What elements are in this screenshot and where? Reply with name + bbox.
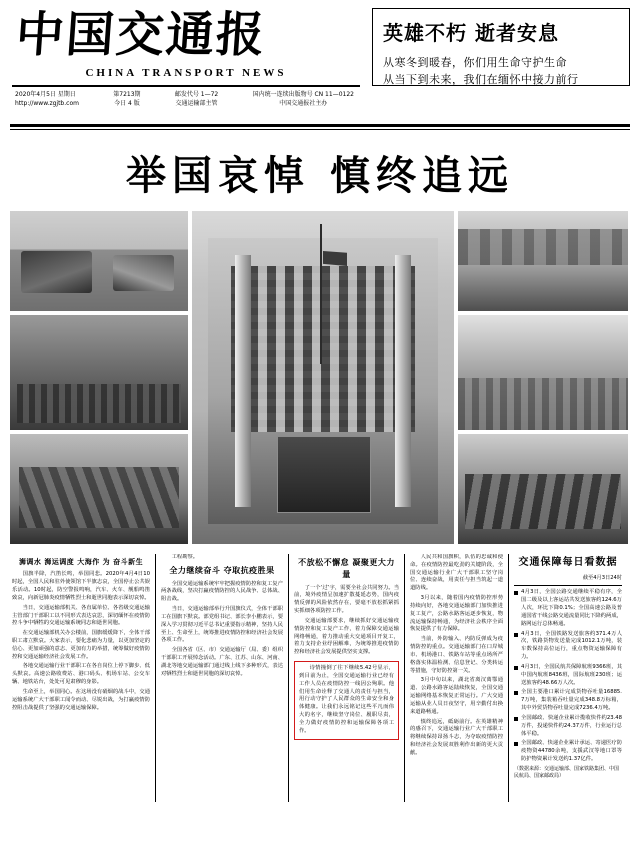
column-2-para-1: 全国交通运输系统牢牢把握疫情防控和复工复产两条战线，坚决打赢疫情防控的人民战争、总体战、阻击战。: [161, 580, 283, 603]
masthead-date-block: [13, 90, 84, 108]
slogan-sub-line-1: 从寒冬到暖春，你们用生命守护生命: [383, 56, 567, 69]
column-3-subhead: 不放松不懈怠 凝聚更大力量: [298, 557, 395, 579]
column-2-para-2: 当日，交通运输部举行升国旗仪式，全体干部职工在国旗下默哀。部党组书记、部长李小鹏表示，要深入学习贯彻习近平总书记重要指示精神，坚持人民至上、生命至上，统筹推进疫情防控和经济社会发展各项工作。: [161, 606, 283, 644]
photo-railway-staff: [10, 315, 188, 430]
bullet-square-icon: [514, 633, 518, 637]
masthead-publisher: 中国交通报社主办: [279, 100, 328, 108]
column-1-para-5: 生命至上，举国同心。在这场没有硝烟的战斗中，交通运输系统广大干部职工闻令而动、尽锐出战，为打赢疫情防控阻击战提供了坚强的交通运输保障。: [12, 688, 150, 711]
highlight-box-text: 诗情撞倒了往下继续5.42号显示，到目前为止，全国交通运输行业已经有工作人员在疫情防控一线因公殉职。他们用生命诠释了交通人的责任与担当，用行动守护了人民群众的生命安全和身体健康。让我们永远铭记这些平凡而伟大的名字，继续坚守岗位、履职尽责，全力做好疫情防控和运输保障各项工作。: [299, 665, 394, 734]
article-body: [10, 554, 630, 802]
daily-data-separator: [514, 585, 622, 586]
article-column-1: [10, 554, 155, 802]
article-column-4: [405, 554, 508, 802]
column-2-para-3: 全国各省（区、市）交通运输厅（局、委）组织干部职工开展悼念活动。广东、江苏、山东、河南、湖北等地交通运输部门通过线上线下多种形式，表达对牺牲烈士和逝世同胞的深切哀悼。: [161, 647, 283, 677]
daily-data-item: [514, 664, 622, 687]
masthead-issue-block: [108, 90, 145, 108]
column-1-para-2: 当日，交通运输部机关、各直属单位、各省级交通运输主管部门干部职工以不同形式表达哀思，深切缅怀在疫情防控斗争中牺牲的交通运输系统同志和逝世同胞。: [12, 604, 150, 627]
column-4-para-1: 人民共和国旗帜，队伍的忠诚和使命。在疫情防控最吃劲的关键阶段，全国交通运输行业广大干部职工坚守岗位、连续奋战，用责任与担当筑起一道道防线。: [410, 554, 503, 592]
slogan-sub-line-2: 从当下到未来，我们在缅怀中接力前行: [383, 73, 579, 87]
masthead: [10, 0, 630, 122]
column-3-para-2: 交通运输部要求，继续抓好交通运输疫情防控和复工复产工作，着力保障交通运输网络畅通，着力推动重大交通项目开复工，着力支持企业纾困解难，为统筹推进疫情防控和经济社会发展提供坚实支撑。: [294, 617, 399, 656]
photo-police-line: [458, 434, 628, 544]
article-column-2: [156, 554, 288, 802]
masthead-left: [10, 8, 362, 108]
masthead-cn-number: 国内统一连续出版物号 CN 11—0122: [252, 91, 354, 99]
daily-data-item-text: 4月3日，全国公路交通继续平稳有序，全国二级及以上客运站共发送旅客约124.6万人次，环比下降0.1%；全国高速公路及普通国省干线公路交通流量同比下降约两成，路网运行总体畅通。: [521, 589, 622, 627]
masthead-sponsor: 交通运输部主管: [175, 100, 218, 108]
page-headline: 举国哀悼 慎终追远: [126, 152, 514, 199]
column-4-para-5: 慎终追远，砥砺前行。在英雄精神的感召下，交通运输行业广大干部职工将继续保持昂扬斗志，为夺取疫情防控和经济社会发展双胜利作出新的更大贡献。: [410, 718, 503, 756]
daily-data-item: [514, 740, 622, 763]
column-1-para-1: 国旗半降，汽笛长鸣，举国同悲。2020年4月4日10时起，全国人民和驻外使领馆下半旗志哀，全国停止公共娱乐活动。10时起，防空警报鸣响，汽车、火车、舰船鸣笛致哀，向新冠肺炎疫情牺牲烈士和逝世同胞表示深切哀悼。: [12, 571, 150, 601]
column-4-para-2: 3月以来，随着国内疫情防控形势持续向好，各地交通运输部门加快推进复工复产，公路水路客运逐步恢复，物流运输保持畅通，为经济社会秩序全面恢复提供了有力保障。: [410, 595, 503, 633]
building-windows: [231, 266, 415, 432]
daily-data-item-text: 全国邮政、快递企业累计揽收快件约23.48万件，投递快件约24.37万件，行业运行总体平稳。: [521, 714, 622, 737]
masthead-postal-block: [170, 90, 223, 108]
column-4-para-4: 3月中旬以来，湖北省离汉离鄂通道、公路水路客运陆续恢复，全国交通运输网络基本恢复正常运行。广大交通运输从业人员日夜坚守，用辛勤付出换来道路畅通。: [410, 677, 503, 715]
photo-highway-rescue: [10, 211, 188, 311]
daily-data-item-text: 4月3日，全国铁路发送旅客约371.4万人次，铁路货物发送量完成1012.1万吨，装车数保持高位运行，重点物资运输保障有力。: [521, 630, 622, 661]
daily-data-column: [509, 554, 624, 802]
column-1-para-4: 各地交通运输行业干部职工在各自岗位上停下脚步、低头默哀。高速公路收费站、港口码头、机场车站、公交车辆、地铁站台，处处可见肃穆的身影。: [12, 663, 150, 686]
daily-data-item: [514, 631, 622, 662]
building-entrance: [277, 436, 371, 512]
photo-bus-station: [458, 211, 628, 311]
building-facade: [208, 238, 439, 524]
bullet-square-icon: [514, 691, 518, 695]
daily-data-item: [514, 715, 622, 738]
daily-data-date: 截至4月3日24时: [582, 574, 622, 581]
masthead-website[interactable]: http://www.zgjtb.com: [15, 100, 79, 108]
masthead-date: 2020年4月5日 星期日: [15, 91, 76, 99]
daily-data-item-text: 全国主要港口累计完成货物吞吐量16885.7万吨，集装箱吞吐量完成348.8万标箱，其中外贸货物吞吐量完成7236.4万吨。: [521, 689, 622, 712]
photo-ministry-building: [192, 211, 454, 544]
newspaper-logo-english: CHINA TRANSPORT NEWS: [85, 67, 287, 80]
highlight-box: [294, 661, 399, 739]
daily-data-item: [514, 689, 622, 712]
column-2-subhead: 全力继续奋斗 夺取抗疫胜果: [169, 564, 275, 575]
column-3-para-1: 了一个‘过’字，需要全社会共同努力。当前，境外疫情呈加速扩散蔓延态势，国内疫情反弹的风险依然存在，要毫不放松抓紧抓实抓细各项防控工作。: [294, 584, 399, 615]
daily-data-item: [514, 589, 622, 628]
masthead-rule: [12, 85, 360, 87]
slogan-main: 英雄不朽 逝者安息: [383, 21, 559, 45]
daily-data-footnote: （数据来源：交通运输部、国家铁路集团、中国民航局、国家邮政局）: [514, 765, 620, 780]
half-mast-flag-icon: [323, 251, 347, 266]
column-2-lead: 工程勘察。: [171, 554, 199, 560]
slogan-box: [372, 8, 630, 86]
daily-data-title: 交通保障每日看数据: [518, 557, 618, 568]
flagpole: [320, 224, 322, 364]
daily-data-item-text: 4月3日，全国民航共保障航班9366班，其中国内航班8436班，国际航班230班；运送旅客约48.66万人次。: [521, 663, 622, 686]
bullet-square-icon: [514, 591, 518, 595]
column-1-para-3: 在交通运输部机关办公楼前，国旗缓缓降下，全体干部职工肃立默哀。大家表示，要化悲痛为力量，以更加坚定的信心、更加顽强的意志、更加有力的举措，统筹做好疫情防控和交通运输经济社会发展工作。: [12, 630, 150, 660]
bullet-square-icon: [514, 742, 518, 746]
building-column-right: [395, 255, 411, 507]
masthead-cn-block: [248, 90, 359, 108]
masthead-issue: 第7213期: [113, 91, 141, 99]
masthead-pages: 今日 4 版: [114, 100, 140, 108]
photo-subway-escalator: [10, 434, 188, 544]
column-1-subhead: 浉调水 浉运调度 大海作 为 奋斗新生: [18, 557, 144, 566]
bullet-square-icon: [514, 717, 518, 721]
masthead-meta: [10, 90, 362, 108]
column-4-para-3: 当前，外防输入、内防反弹成为疫情防控的重点。交通运输部门在口岸城市、机场港口、铁路车站等重点场所严格落实体温检测、信息登记、分类转运等措施，守好防控第一关。: [410, 636, 503, 674]
building-column-left: [235, 255, 251, 507]
article-column-3: [289, 554, 404, 802]
photo-grid: [10, 211, 630, 548]
bullet-square-icon: [514, 666, 518, 670]
daily-data-item-text: 全国邮政、快递企业累计承运、寄递医疗防疫物资44780余吨，支援武汉等地口罩等防护物资累计发送约1.37亿件。: [521, 740, 622, 763]
masthead-postal-code: 邮发代号 1—72: [174, 91, 219, 99]
newspaper-logo-chinese: 中国交通报: [14, 7, 269, 63]
photo-port-ship: [458, 315, 628, 430]
